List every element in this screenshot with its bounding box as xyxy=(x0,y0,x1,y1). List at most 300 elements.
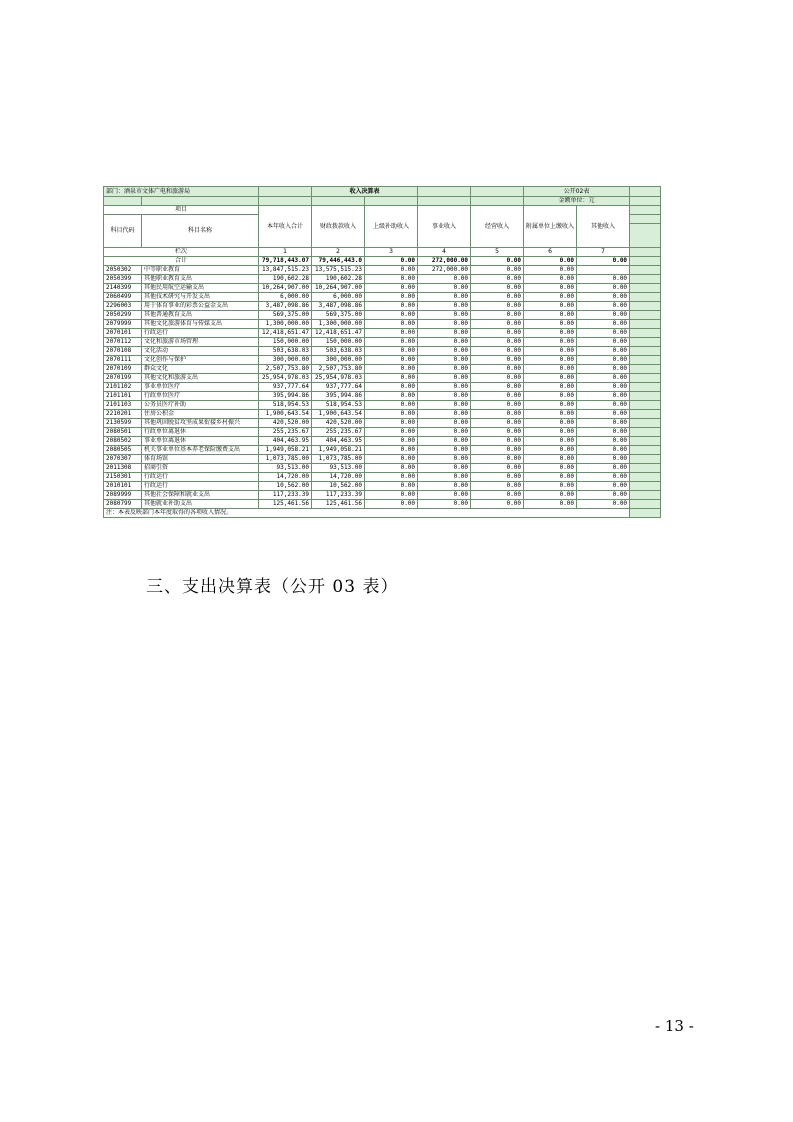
table-row xyxy=(104,347,661,356)
row-c6: 0.00 xyxy=(524,302,577,311)
table-row xyxy=(104,446,661,455)
row-c7: 0.00 xyxy=(577,464,630,473)
row-c4: 0.00 xyxy=(418,284,471,293)
row-c6: 0.00 xyxy=(524,275,577,284)
table-row xyxy=(104,464,661,473)
row-c1: 937,777.64 xyxy=(259,383,312,392)
row-c6: 0.00 xyxy=(524,284,577,293)
row-c4: 0.00 xyxy=(418,437,471,446)
row-c5: 0.00 xyxy=(471,446,524,455)
row-c3: 0.00 xyxy=(365,455,418,464)
table-row xyxy=(104,329,661,338)
col-num-6: 6 xyxy=(524,248,577,257)
row-c3: 0.00 xyxy=(365,302,418,311)
row-c7: 0.00 xyxy=(577,401,630,410)
row-c3: 0.00 xyxy=(365,446,418,455)
row-c2: 25,954,978.03 xyxy=(312,374,365,383)
row-name: 中等职业教育 xyxy=(142,266,259,275)
table-note: 注：本表反映部门本年度取得的各项收入情况。 xyxy=(104,509,630,518)
row-name: 群众文化 xyxy=(142,365,259,374)
row-c7: 0.00 xyxy=(577,491,630,500)
lanci-label: 栏次 xyxy=(104,248,259,257)
row-c2: 12,418,651.47 xyxy=(312,329,365,338)
row-c1: 404,463.95 xyxy=(259,437,312,446)
row-c1: 12,418,651.47 xyxy=(259,329,312,338)
row-code: 2070101 xyxy=(104,329,142,338)
col-num-4: 4 xyxy=(418,248,471,257)
row-code: 2080502 xyxy=(104,437,142,446)
row-c2: 10,264,907.00 xyxy=(312,284,365,293)
row-c4: 0.00 xyxy=(418,338,471,347)
row-code: 2050399 xyxy=(104,275,142,284)
row-c4: 0.00 xyxy=(418,311,471,320)
row-name: 其他文化和旅游支出 xyxy=(142,374,259,383)
row-c3: 0.00 xyxy=(365,284,418,293)
row-c1: 10,264,907.00 xyxy=(259,284,312,293)
table-row xyxy=(104,266,661,275)
row-c6: 0.00 xyxy=(524,464,577,473)
row-c4: 0.00 xyxy=(418,329,471,338)
row-c7: 0.00 xyxy=(577,410,630,419)
row-c3: 0.00 xyxy=(365,338,418,347)
row-code: 2070112 xyxy=(104,338,142,347)
row-name: 其他民用航空运输支出 xyxy=(142,284,259,293)
table-row xyxy=(104,491,661,500)
row-code: 2296003 xyxy=(104,302,142,311)
table-row xyxy=(104,455,661,464)
row-c5: 0.00 xyxy=(471,482,524,491)
row-c4: 0.00 xyxy=(418,347,471,356)
col-num-2: 2 xyxy=(312,248,365,257)
row-name: 其他文化旅游体育与传媒支出 xyxy=(142,320,259,329)
row-c2: 503,638.03 xyxy=(312,347,365,356)
row-c3: 0.00 xyxy=(365,311,418,320)
row-name: 事业单位离退休 xyxy=(142,437,259,446)
total-c7: 0.00 xyxy=(577,257,630,266)
row-c6: 0.00 xyxy=(524,338,577,347)
row-c5: 0.00 xyxy=(471,266,524,275)
row-c5: 0.00 xyxy=(471,302,524,311)
row-c1: 518,954.53 xyxy=(259,401,312,410)
table-row xyxy=(104,500,661,509)
income-table-image xyxy=(103,186,660,518)
row-code: 2140399 xyxy=(104,284,142,293)
row-c5: 0.00 xyxy=(471,500,524,509)
table-row xyxy=(104,284,661,293)
row-c1: 255,235.67 xyxy=(259,428,312,437)
table-row xyxy=(104,437,661,446)
table-row xyxy=(104,374,661,383)
row-c2: 6,000.00 xyxy=(312,293,365,302)
row-c4: 0.00 xyxy=(418,464,471,473)
row-c2: 255,235.67 xyxy=(312,428,365,437)
row-c3: 0.00 xyxy=(365,401,418,410)
row-c6: 0.00 xyxy=(524,374,577,383)
row-c5: 0.00 xyxy=(471,383,524,392)
row-c6: 0.00 xyxy=(524,320,577,329)
row-name: 其他社会保障和就业支出 xyxy=(142,491,259,500)
total-c1: 79,718,443.07 xyxy=(259,257,312,266)
row-c2: 518,954.53 xyxy=(312,401,365,410)
row-c1: 10,562.00 xyxy=(259,482,312,491)
row-c4: 0.00 xyxy=(418,455,471,464)
row-c1: 93,513.00 xyxy=(259,464,312,473)
row-code: 2080501 xyxy=(104,428,142,437)
row-name: 机关事业单位基本养老保险缴费支出 xyxy=(142,446,259,455)
row-code: 2070109 xyxy=(104,365,142,374)
row-name: 公务员医疗补助 xyxy=(142,401,259,410)
row-c4: 0.00 xyxy=(418,383,471,392)
table-row xyxy=(104,410,661,419)
row-c7: 0.00 xyxy=(577,329,630,338)
row-code: 2070199 xyxy=(104,374,142,383)
row-code: 2080505 xyxy=(104,446,142,455)
row-c4: 0.00 xyxy=(418,320,471,329)
row-c3: 0.00 xyxy=(365,356,418,365)
row-c6: 0.00 xyxy=(524,491,577,500)
row-c5: 0.00 xyxy=(471,428,524,437)
row-c2: 300,000.00 xyxy=(312,356,365,365)
row-name: 其他巩固脱贫攻坚成果衔接乡村振兴 xyxy=(142,419,259,428)
col-header-name: 科目名称 xyxy=(142,215,259,248)
row-c5: 0.00 xyxy=(471,491,524,500)
row-c4: 0.00 xyxy=(418,410,471,419)
row-c7: 0.00 xyxy=(577,311,630,320)
row-c4: 272,000.00 xyxy=(418,266,471,275)
row-c3: 0.00 xyxy=(365,473,418,482)
row-c6: 0.00 xyxy=(524,455,577,464)
row-c5: 0.00 xyxy=(471,365,524,374)
col-num-7: 7 xyxy=(577,248,630,257)
row-c3: 0.00 xyxy=(365,365,418,374)
row-c4: 0.00 xyxy=(418,275,471,284)
total-c2: 79,446,443.0 xyxy=(312,257,365,266)
row-c7: 0.00 xyxy=(577,473,630,482)
row-c1: 3,487,098.86 xyxy=(259,302,312,311)
row-name: 其他职业教育支出 xyxy=(142,275,259,284)
row-code: 2010101 xyxy=(104,482,142,491)
row-c1: 1,300,000.00 xyxy=(259,320,312,329)
row-name: 其他技术研究与开发支出 xyxy=(142,293,259,302)
row-c5: 0.00 xyxy=(471,356,524,365)
row-c7: 0.00 xyxy=(577,284,630,293)
row-c3: 0.00 xyxy=(365,320,418,329)
row-c3: 0.00 xyxy=(365,410,418,419)
row-name: 行政单位医疗 xyxy=(142,392,259,401)
row-c6: 0.00 xyxy=(524,500,577,509)
row-c1: 14,720.00 xyxy=(259,473,312,482)
row-c7: 0.00 xyxy=(577,428,630,437)
row-c2: 14,720.00 xyxy=(312,473,365,482)
row-c5: 0.00 xyxy=(471,419,524,428)
row-c2: 117,233.39 xyxy=(312,491,365,500)
total-label: 合计 xyxy=(104,257,259,266)
row-code: 2070111 xyxy=(104,356,142,365)
row-code: 2101102 xyxy=(104,383,142,392)
row-c7: 0.00 xyxy=(577,500,630,509)
row-c2: 3,487,098.86 xyxy=(312,302,365,311)
row-c2: 569,375.00 xyxy=(312,311,365,320)
row-c3: 0.00 xyxy=(365,275,418,284)
row-c5: 0.00 xyxy=(471,284,524,293)
row-code: 2130599 xyxy=(104,419,142,428)
row-c7: 0.00 xyxy=(577,320,630,329)
row-c3: 0.00 xyxy=(365,437,418,446)
row-c7: 0.00 xyxy=(577,455,630,464)
row-c4: 0.00 xyxy=(418,392,471,401)
table-row xyxy=(104,275,661,284)
col-header-6: 附属单位上缴收入 xyxy=(524,206,577,248)
row-name: 文化和旅游市场管理 xyxy=(142,338,259,347)
row-c2: 404,463.95 xyxy=(312,437,365,446)
col-header-code: 科目代码 xyxy=(104,215,142,248)
row-name: 行政运行 xyxy=(142,482,259,491)
row-c4: 0.00 xyxy=(418,374,471,383)
row-c6: 0.00 xyxy=(524,293,577,302)
row-c5: 0.00 xyxy=(471,437,524,446)
row-c7: 0.00 xyxy=(577,275,630,284)
row-c6: 0.00 xyxy=(524,329,577,338)
row-c4: 0.00 xyxy=(418,428,471,437)
table-row xyxy=(104,302,661,311)
row-name: 体育场馆 xyxy=(142,455,259,464)
row-c1: 117,233.39 xyxy=(259,491,312,500)
row-c2: 420,520.00 xyxy=(312,419,365,428)
row-code: 2150301 xyxy=(104,473,142,482)
row-c5: 0.00 xyxy=(471,293,524,302)
row-name: 文化活动 xyxy=(142,347,259,356)
row-c5: 0.00 xyxy=(471,311,524,320)
row-c5: 0.00 xyxy=(471,401,524,410)
table-row xyxy=(104,473,661,482)
row-c1: 150,000.00 xyxy=(259,338,312,347)
row-name: 行政运行 xyxy=(142,329,259,338)
income-table xyxy=(103,186,661,518)
unit-label: 金额单位：元 xyxy=(524,197,630,206)
row-code: 2070307 xyxy=(104,455,142,464)
row-c1: 2,507,753.80 xyxy=(259,365,312,374)
row-c1: 13,847,515.23 xyxy=(259,266,312,275)
row-c2: 125,461.56 xyxy=(312,500,365,509)
row-c7: 0.00 xyxy=(577,365,630,374)
row-c6: 0.00 xyxy=(524,401,577,410)
row-c7: 0.00 xyxy=(577,374,630,383)
total-c4: 272,000.00 xyxy=(418,257,471,266)
row-c7: 0.00 xyxy=(577,437,630,446)
page-number: - 13 - xyxy=(655,1017,694,1035)
row-c7: 0.00 xyxy=(577,293,630,302)
row-c4: 0.00 xyxy=(418,356,471,365)
row-c2: 13,575,515.23 xyxy=(312,266,365,275)
row-code: 2101103 xyxy=(104,401,142,410)
row-c4: 0.00 xyxy=(418,401,471,410)
section-heading: 三、支出决算表（公开 03 表） xyxy=(146,577,399,597)
row-c6: 0.00 xyxy=(524,419,577,428)
row-c1: 1,900,643.54 xyxy=(259,410,312,419)
row-c5: 0.00 xyxy=(471,347,524,356)
row-c1: 569,375.00 xyxy=(259,311,312,320)
row-c3: 0.00 xyxy=(365,347,418,356)
row-c3: 0.00 xyxy=(365,464,418,473)
row-code: 2050302 xyxy=(104,266,142,275)
total-c5: 0.00 xyxy=(471,257,524,266)
row-c1: 420,520.00 xyxy=(259,419,312,428)
row-c3: 0.00 xyxy=(365,482,418,491)
row-c4: 0.00 xyxy=(418,482,471,491)
row-c7: 0.00 xyxy=(577,356,630,365)
row-code: 2011308 xyxy=(104,464,142,473)
row-name: 招商引资 xyxy=(142,464,259,473)
row-c3: 0.00 xyxy=(365,428,418,437)
row-c3: 0.00 xyxy=(365,266,418,275)
table-row xyxy=(104,428,661,437)
total-c3: 0.00 xyxy=(365,257,418,266)
row-c6: 0.00 xyxy=(524,356,577,365)
col-header-1: 本年收入合计 xyxy=(259,206,312,248)
row-c1: 190,602.28 xyxy=(259,275,312,284)
col-header-4: 事业收入 xyxy=(418,206,471,248)
row-c1: 6,000.00 xyxy=(259,293,312,302)
row-c4: 0.00 xyxy=(418,419,471,428)
row-c6: 0.00 xyxy=(524,410,577,419)
row-c7: 0.00 xyxy=(577,446,630,455)
row-c5: 0.00 xyxy=(471,464,524,473)
row-code: 2101101 xyxy=(104,392,142,401)
row-code: 2070108 xyxy=(104,347,142,356)
row-c2: 395,994.86 xyxy=(312,392,365,401)
row-c5: 0.00 xyxy=(471,410,524,419)
row-c5: 0.00 xyxy=(471,392,524,401)
row-c2: 93,513.00 xyxy=(312,464,365,473)
row-c3: 0.00 xyxy=(365,500,418,509)
row-name: 用于体育事业的彩票公益金支出 xyxy=(142,302,259,311)
table-row xyxy=(104,392,661,401)
row-c7: 0.00 xyxy=(577,302,630,311)
row-c2: 1,949,058.21 xyxy=(312,446,365,455)
row-code: 2080799 xyxy=(104,500,142,509)
row-code: 2089999 xyxy=(104,491,142,500)
row-name: 其他就业补助支出 xyxy=(142,500,259,509)
row-c3: 0.00 xyxy=(365,383,418,392)
row-c4: 0.00 xyxy=(418,365,471,374)
row-c6: 0.00 xyxy=(524,266,577,275)
row-c3: 0.00 xyxy=(365,491,418,500)
form-code: 公开02表 xyxy=(524,187,630,197)
row-c2: 937,777.64 xyxy=(312,383,365,392)
row-c6: 0.00 xyxy=(524,428,577,437)
row-c3: 0.00 xyxy=(365,419,418,428)
row-code: 2050299 xyxy=(104,311,142,320)
row-c4: 0.00 xyxy=(418,446,471,455)
row-c2: 2,507,753.80 xyxy=(312,365,365,374)
table-title: 收入决算表 xyxy=(312,187,418,197)
row-c6: 0.00 xyxy=(524,392,577,401)
row-c1: 300,000.00 xyxy=(259,356,312,365)
row-c1: 1,949,058.21 xyxy=(259,446,312,455)
row-c4: 0.00 xyxy=(418,491,471,500)
row-name: 行政单位离退休 xyxy=(142,428,259,437)
row-name: 住房公积金 xyxy=(142,410,259,419)
row-c5: 0.00 xyxy=(471,374,524,383)
row-c7: 0.00 xyxy=(577,392,630,401)
row-name: 文化创作与保护 xyxy=(142,356,259,365)
row-c6: 0.00 xyxy=(524,437,577,446)
row-name: 事业单位医疗 xyxy=(142,383,259,392)
row-name: 行政运行 xyxy=(142,473,259,482)
row-c4: 0.00 xyxy=(418,293,471,302)
col-num-5: 5 xyxy=(471,248,524,257)
row-c6: 0.00 xyxy=(524,482,577,491)
row-code: 2079999 xyxy=(104,320,142,329)
row-code: 2060499 xyxy=(104,293,142,302)
col-num-3: 3 xyxy=(365,248,418,257)
row-c7: 0.00 xyxy=(577,419,630,428)
row-code: 2210201 xyxy=(104,410,142,419)
row-c7 xyxy=(577,266,630,275)
row-c6: 0.00 xyxy=(524,383,577,392)
row-c2: 150,000.00 xyxy=(312,338,365,347)
row-c1: 503,638.03 xyxy=(259,347,312,356)
col-num-1: 1 xyxy=(259,248,312,257)
row-c6: 0.00 xyxy=(524,311,577,320)
col-header-3: 上级补助收入 xyxy=(365,206,418,248)
total-row xyxy=(104,257,661,266)
row-c7: 0.00 xyxy=(577,338,630,347)
table-row xyxy=(104,320,661,329)
row-c2: 190,602.28 xyxy=(312,275,365,284)
row-c7: 0.00 xyxy=(577,482,630,491)
row-c5: 0.00 xyxy=(471,338,524,347)
row-c2: 1,073,785.00 xyxy=(312,455,365,464)
row-c2: 1,300,000.00 xyxy=(312,320,365,329)
table-row xyxy=(104,401,661,410)
table-row xyxy=(104,311,661,320)
row-c1: 125,461.56 xyxy=(259,500,312,509)
table-row xyxy=(104,365,661,374)
dept-label: 部门：酒泉市文体广电和旅游局 xyxy=(104,187,259,197)
row-c3: 0.00 xyxy=(365,374,418,383)
row-c1: 395,994.86 xyxy=(259,392,312,401)
row-c6: 0.00 xyxy=(524,347,577,356)
row-c5: 0.00 xyxy=(471,275,524,284)
row-c6: 0.00 xyxy=(524,446,577,455)
table-row xyxy=(104,338,661,347)
table-row xyxy=(104,482,661,491)
row-c3: 0.00 xyxy=(365,392,418,401)
row-c5: 0.00 xyxy=(471,473,524,482)
table-row xyxy=(104,419,661,428)
row-c2: 1,900,643.54 xyxy=(312,410,365,419)
group-header: 项目 xyxy=(104,206,259,215)
row-c1: 25,954,978.03 xyxy=(259,374,312,383)
row-c4: 0.00 xyxy=(418,500,471,509)
total-c6: 0.00 xyxy=(524,257,577,266)
col-header-2: 财政拨款收入 xyxy=(312,206,365,248)
row-c5: 0.00 xyxy=(471,320,524,329)
row-c7: 0.00 xyxy=(577,383,630,392)
row-name: 其他普通教育支出 xyxy=(142,311,259,320)
row-c6: 0.00 xyxy=(524,365,577,374)
row-c4: 0.00 xyxy=(418,473,471,482)
row-c6: 0.00 xyxy=(524,473,577,482)
col-header-5: 经营收入 xyxy=(471,206,524,248)
row-c1: 1,073,785.00 xyxy=(259,455,312,464)
row-c5: 0.00 xyxy=(471,455,524,464)
row-c5: 0.00 xyxy=(471,329,524,338)
table-row xyxy=(104,356,661,365)
row-c3: 0.00 xyxy=(365,329,418,338)
row-c3: 0.00 xyxy=(365,293,418,302)
